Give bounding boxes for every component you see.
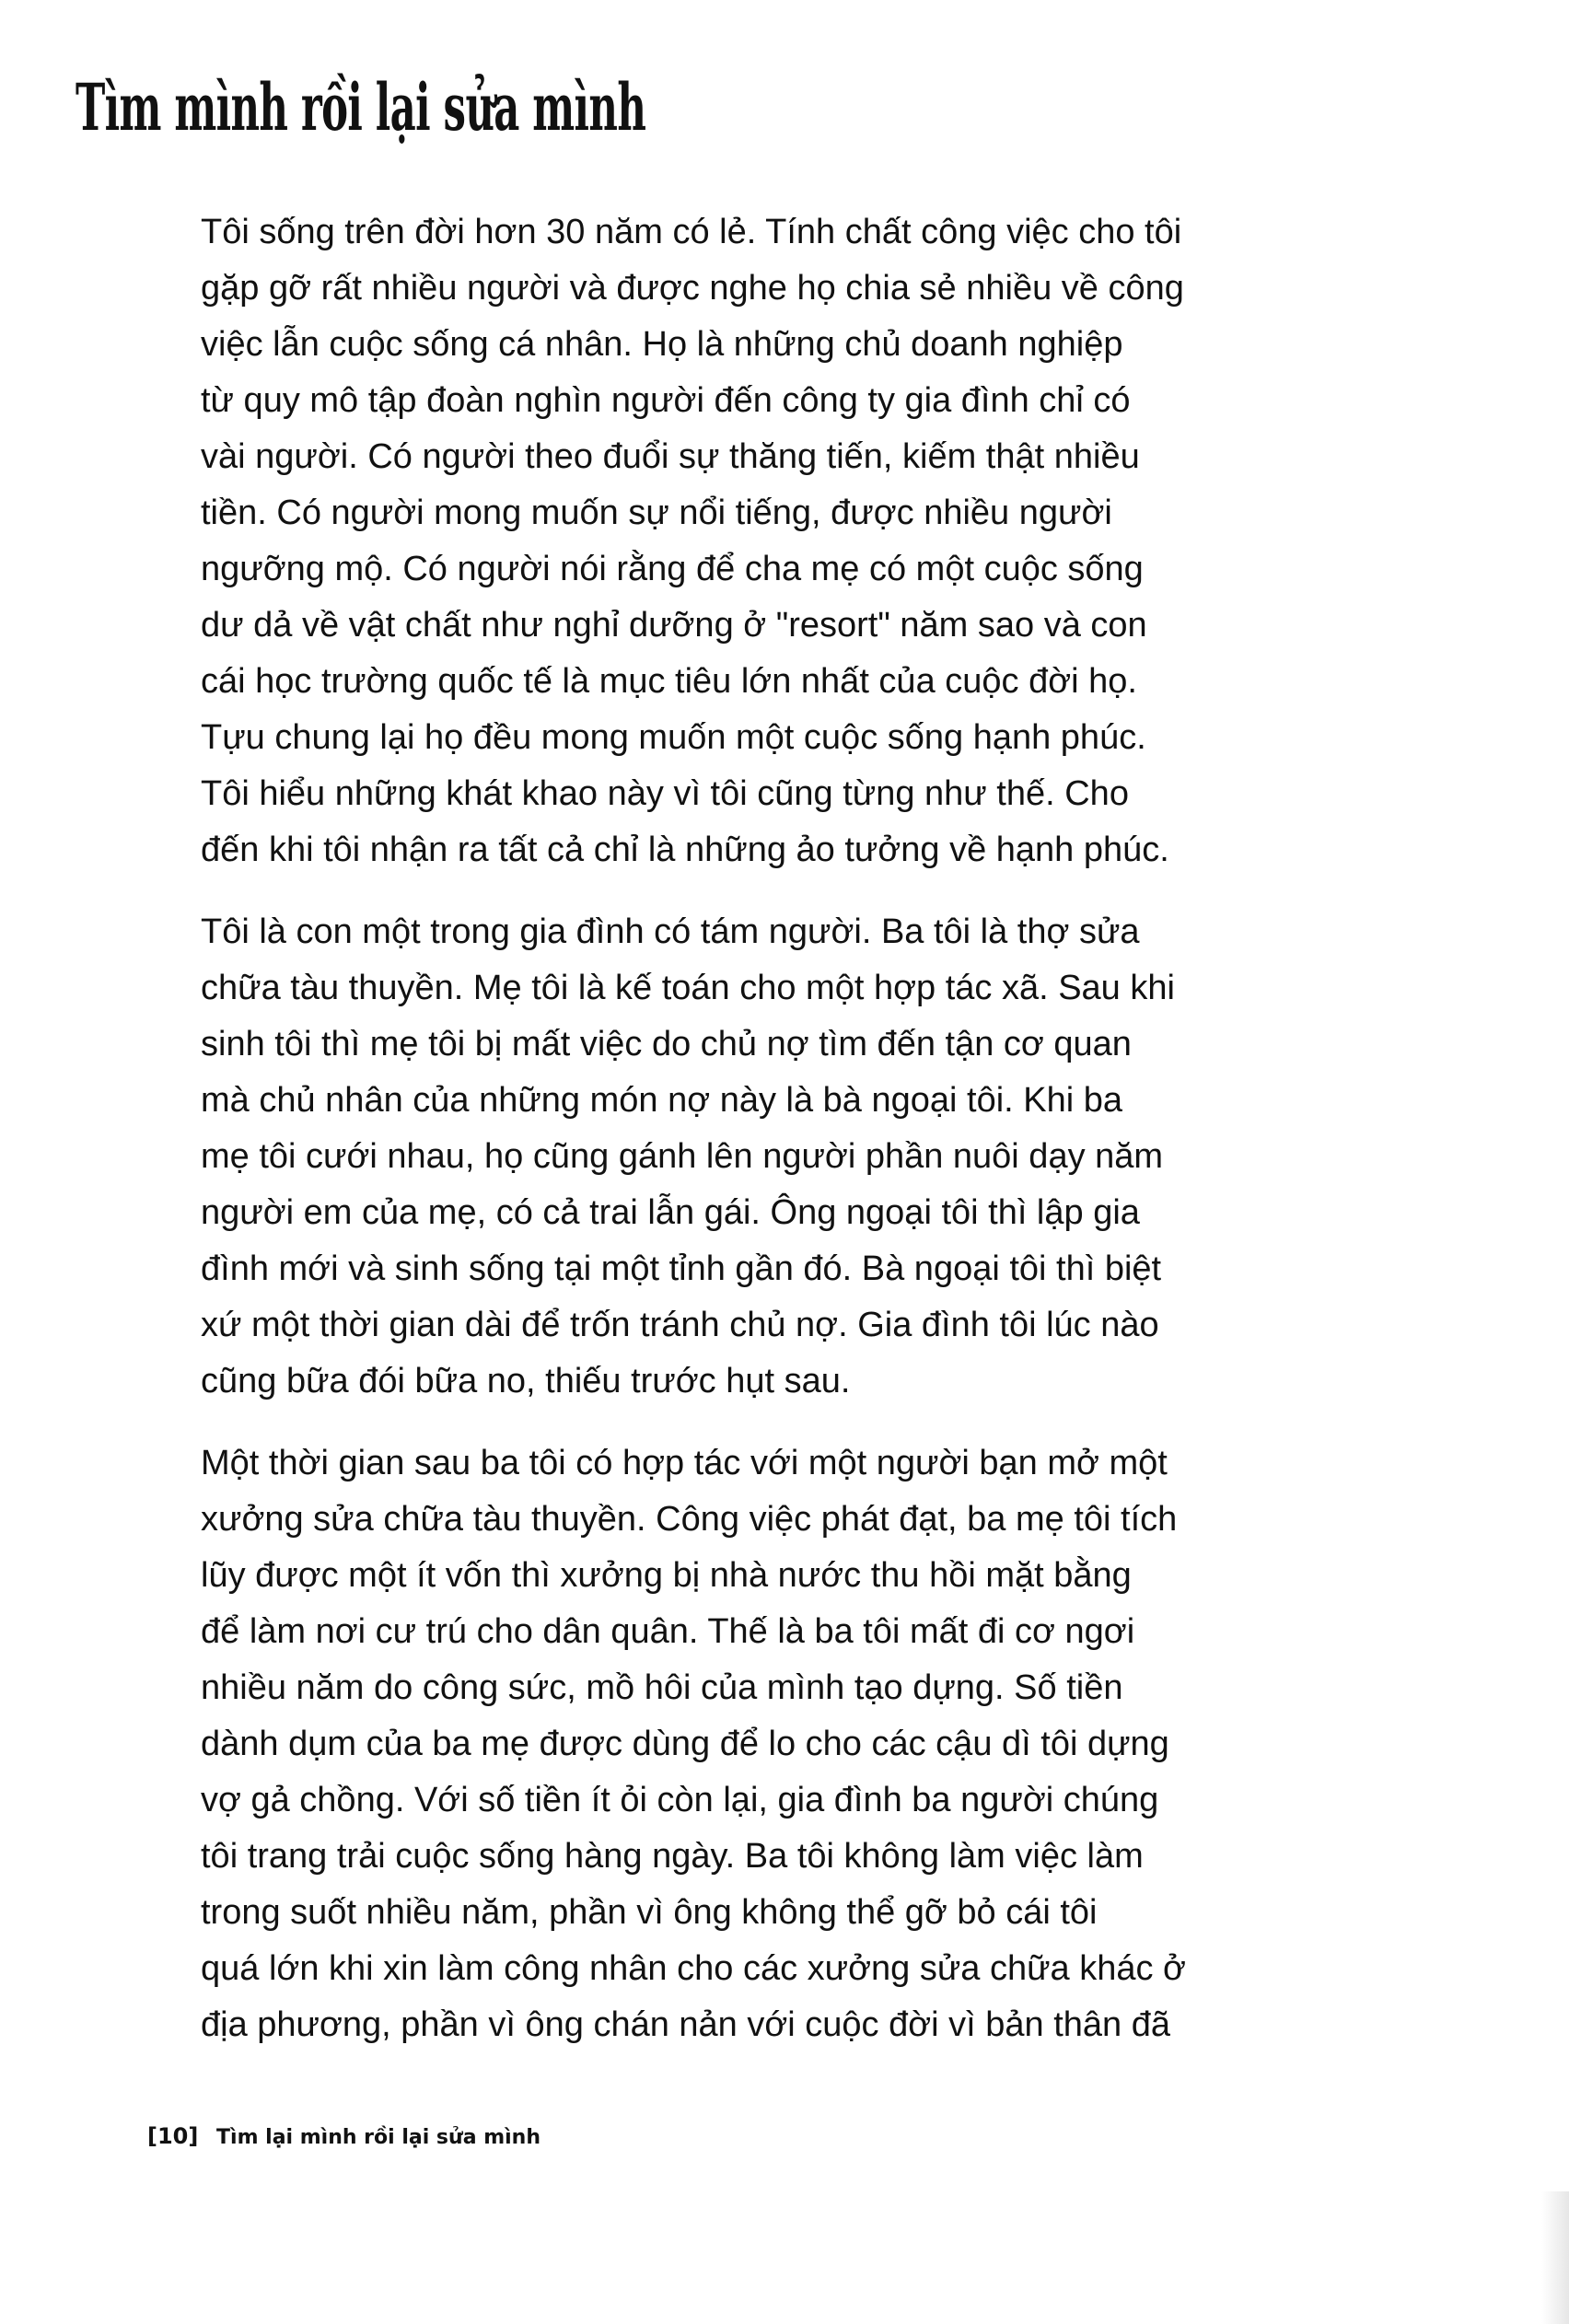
text-line: từ quy mô tập đoàn nghìn người đến công ty gia đình chỉ có — [201, 381, 1131, 420]
text-line: mà chủ nhân của những món nợ này là bà ngoại tôi. Khi ba — [201, 1081, 1123, 1120]
body-text — [201, 204, 1333, 2079]
text-line: ngưỡng mộ. Có người nói rằng để cha mẹ có một cuộc sống — [201, 550, 1144, 588]
text-line: quá lớn khi xin làm công nhân cho các xưởng sửa chữa khác ở — [201, 1949, 1186, 1988]
text-line: người em của mẹ, có cả trai lẫn gái. Ông ngoại tôi thì lập gia — [201, 1193, 1140, 1232]
text-line: việc lẫn cuộc sống cá nhân. Họ là những chủ doanh nghiệp — [201, 325, 1123, 364]
text-line: cũng bữa đói bữa no, thiếu trước hụt sau. — [201, 1362, 851, 1400]
paragraph — [201, 204, 1333, 878]
paragraph — [201, 904, 1333, 1410]
text-line: đình mới và sinh sống tại một tỉnh gần đó. Bà ngoại tôi thì biệt — [201, 1249, 1162, 1288]
text-line: xứ một thời gian dài để trốn tránh chủ nợ. Gia đình tôi lúc nào — [201, 1306, 1159, 1344]
text-line: cái học trường quốc tế là mục tiêu lớn nhất của cuộc đời họ. — [201, 662, 1137, 701]
text-line: đến khi tôi nhận ra tất cả chỉ là những ảo tưởng về hạnh phúc. — [201, 831, 1169, 869]
page-number: [10] — [147, 2123, 199, 2149]
text-line: địa phương, phần vì ông chán nản với cuộc đời vì bản thân đã — [201, 2005, 1171, 2044]
text-line: dành dụm của ba mẹ được dùng để lo cho các cậu dì tôi dựng — [201, 1725, 1169, 1763]
text-line: Tôi sống trên đời hơn 30 năm có lẻ. Tính chất công việc cho tôi — [201, 213, 1182, 251]
text-line: tiền. Có người mong muốn sự nổi tiếng, được nhiều người — [201, 494, 1112, 532]
text-line: để làm nơi cư trú cho dân quân. Thế là ba tôi mất đi cơ ngơi — [201, 1612, 1135, 1651]
text-line: gặp gỡ rất nhiều người và được nghe họ chia sẻ nhiều về công — [201, 269, 1184, 308]
text-line: sinh tôi thì mẹ tôi bị mất việc do chủ nợ tìm đến tận cơ quan — [201, 1025, 1132, 1063]
text-line: Tựu chung lại họ đều mong muốn một cuộc sống hạnh phúc. — [201, 718, 1146, 757]
text-line: chữa tàu thuyền. Mẹ tôi là kế toán cho một hợp tác xã. Sau khi — [201, 969, 1175, 1007]
text-line: xưởng sửa chữa tàu thuyền. Công việc phát đạt, ba mẹ tôi tích — [201, 1500, 1178, 1539]
text-line: vài người. Có người theo đuổi sự thăng tiến, kiếm thật nhiều — [201, 437, 1140, 476]
text-line: trong suốt nhiều năm, phần vì ông không thể gỡ bỏ cái tôi — [201, 1893, 1098, 1932]
paragraph — [201, 1435, 1333, 2053]
text-line: lũy được một ít vốn thì xưởng bị nhà nước thu hồi mặt bằng — [201, 1556, 1132, 1595]
chapter-title: Tìm mình rồi lại sửa mình — [76, 69, 646, 145]
text-line: dư dả về vật chất như nghỉ dưỡng ở "resort" năm sao và con — [201, 606, 1147, 645]
text-line: Tôi là con một trong gia đình có tám người. Ba tôi là thợ sửa — [201, 912, 1140, 951]
running-title: Tìm lại mình rồi lại sửa mình — [216, 2126, 540, 2149]
text-line: tôi trang trải cuộc sống hàng ngày. Ba tôi không làm việc làm — [201, 1837, 1144, 1876]
text-line: Tôi hiểu những khát khao này vì tôi cũng từng như thế. Cho — [201, 774, 1129, 813]
text-line: mẹ tôi cưới nhau, họ cũng gánh lên người phần nuôi dạy năm — [201, 1137, 1164, 1176]
page-edge-shadow — [1541, 2191, 1569, 2324]
text-line: Một thời gian sau ba tôi có hợp tác với một người bạn mở một — [201, 1444, 1168, 1482]
page-footer — [147, 2123, 540, 2149]
text-line: nhiều năm do công sức, mồ hôi của mình tạo dựng. Số tiền — [201, 1668, 1123, 1707]
text-line: vợ gả chồng. Với số tiền ít ỏi còn lại, gia đình ba người chúng — [201, 1781, 1159, 1819]
